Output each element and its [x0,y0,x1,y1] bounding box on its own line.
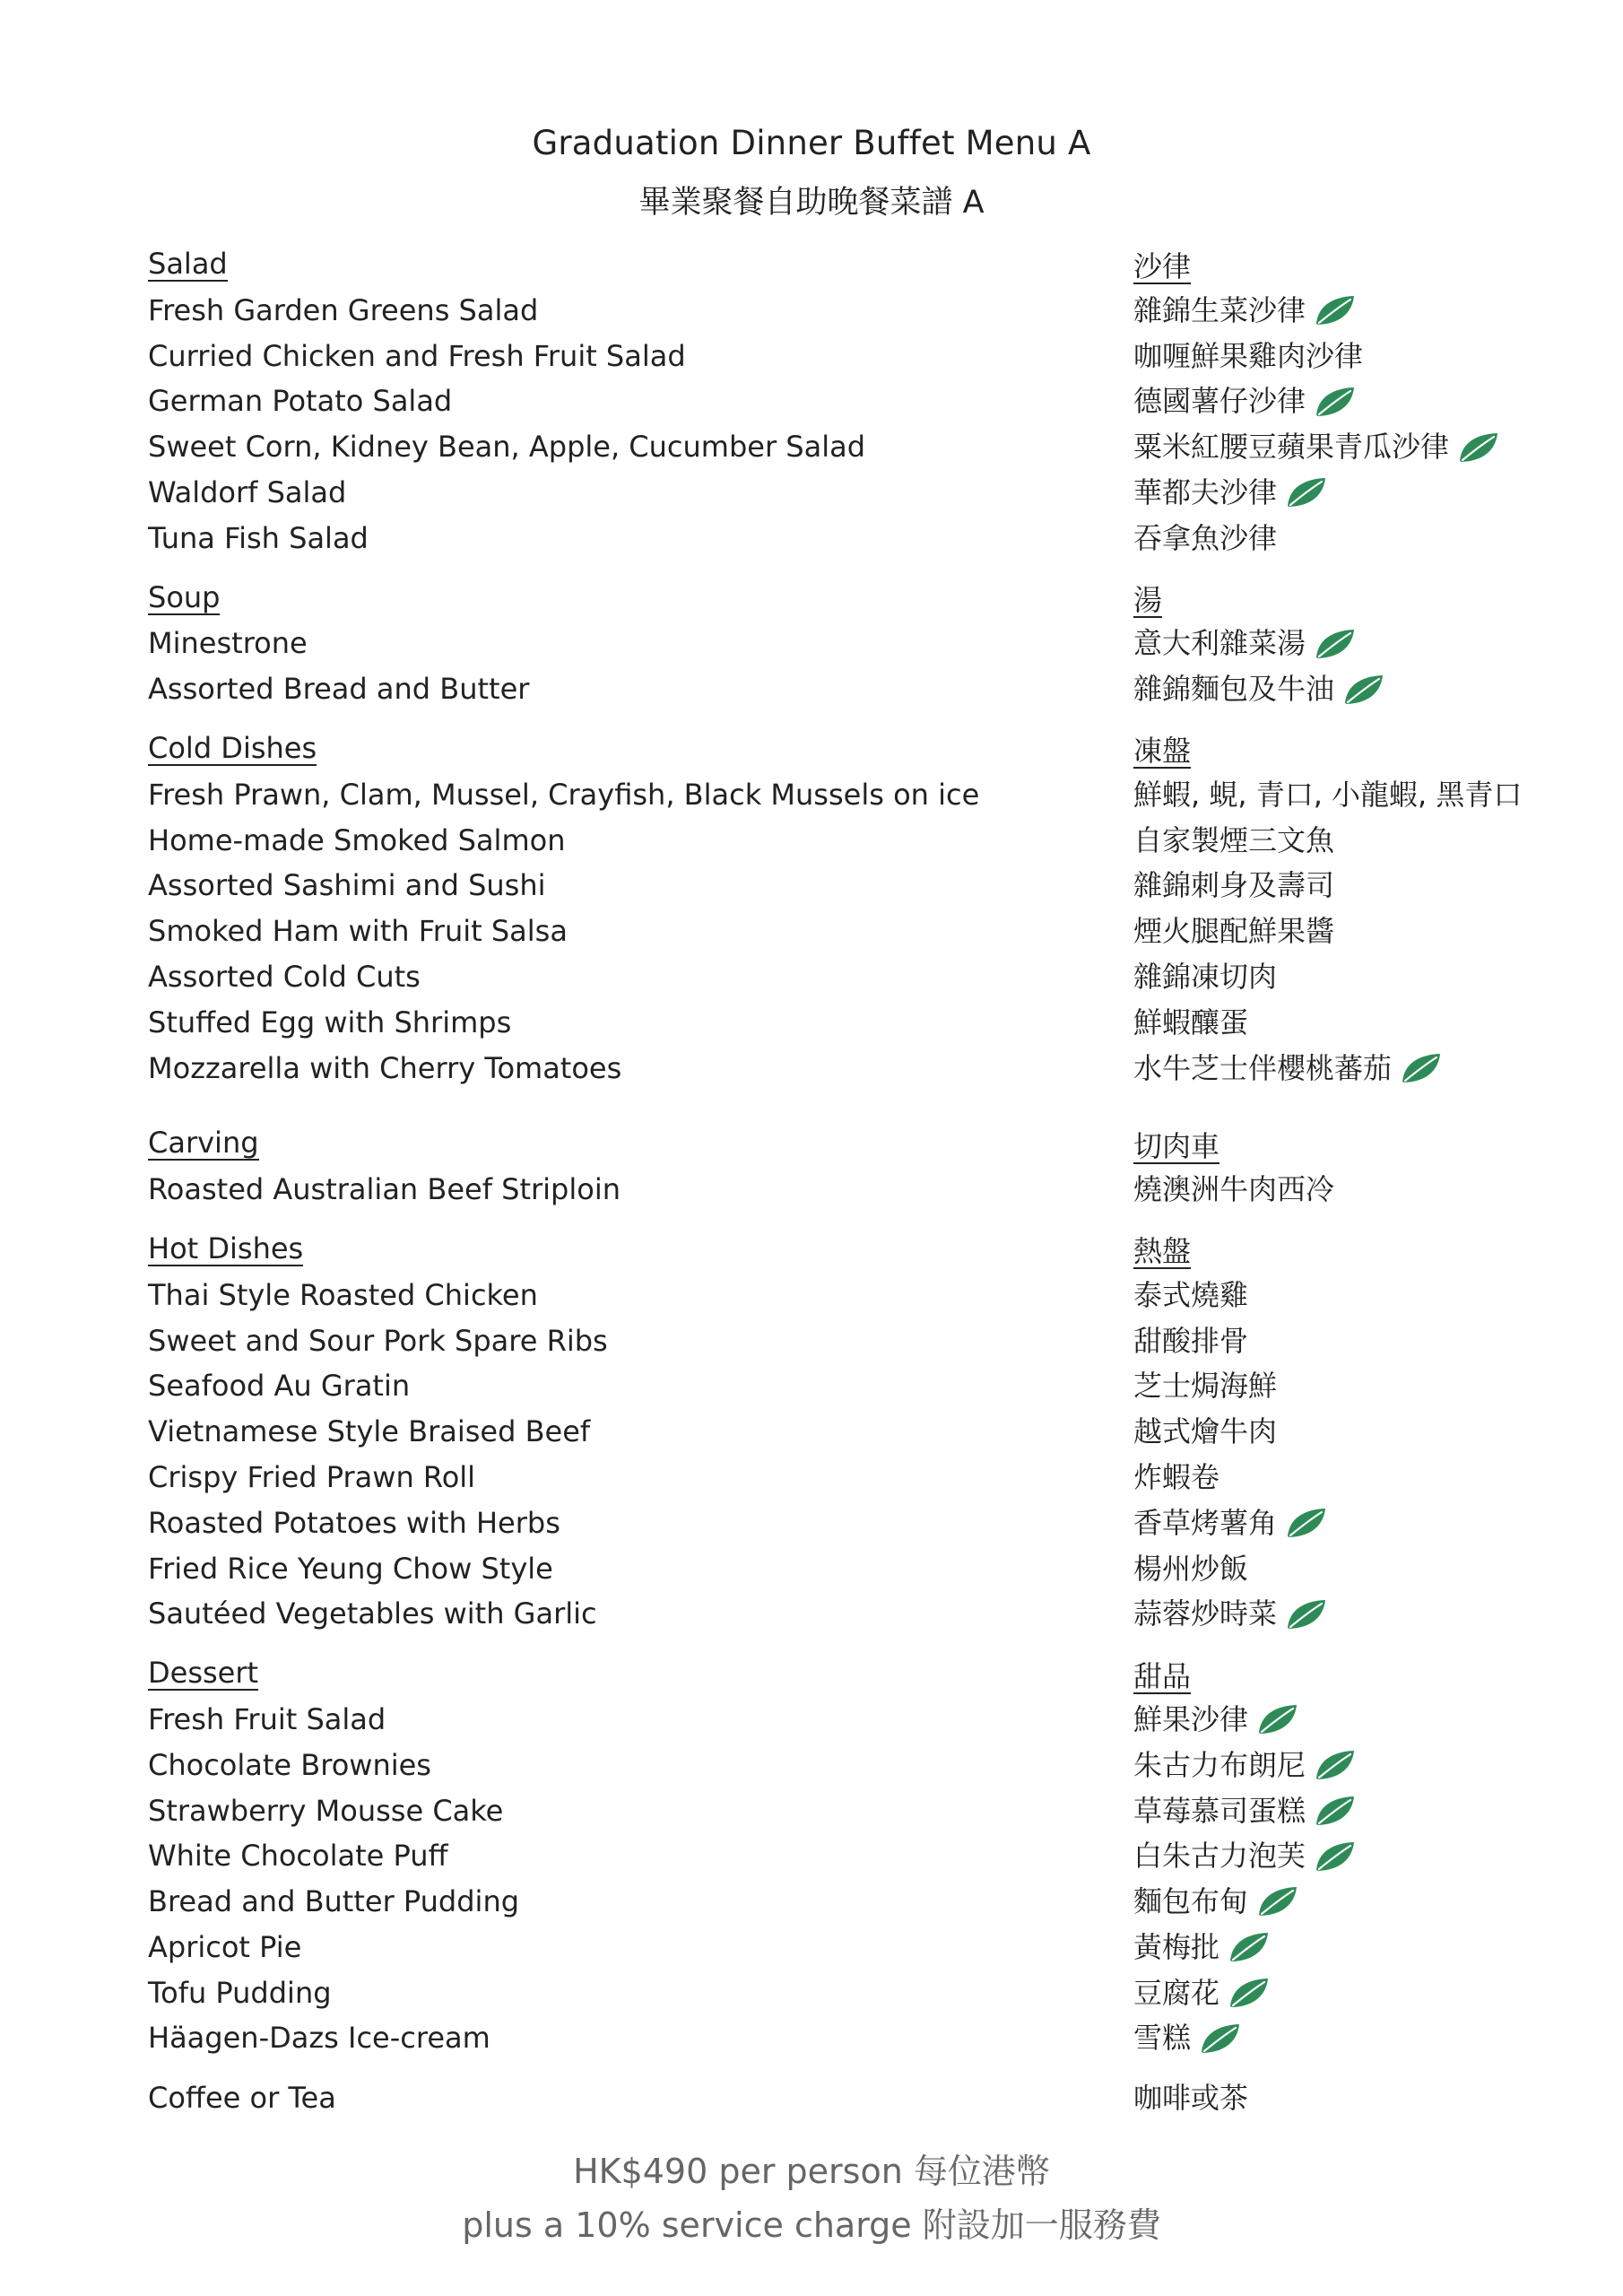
menu-item [148,1167,1493,1213]
menu-item [148,863,1493,909]
menu-item [148,2015,1493,2061]
menu-item [148,1833,1493,1879]
menu-item-en: Häagen-Dazs Ice-cream [148,2021,490,2056]
menu-title-zh: 畢業聚餐自助晚餐菜譜 A [638,185,985,221]
menu-item-en: Tofu Pudding [148,1975,332,2010]
menu-item [148,1925,1493,1970]
menu-item [148,1591,1493,1637]
menu-item-en: Tuna Fish Salad [148,520,369,555]
menu-item [148,621,1493,666]
menu-item-zh-cell [1133,621,1358,666]
menu-item-en: Sweet Corn, Kidney Bean, Apple, Cucumber Salad [148,430,866,465]
menu-item-zh: 咖啡或茶 [1133,2081,1249,2116]
menu-item-zh: 朱古力布朗尼 [1133,1747,1306,1782]
menu-item-zh: 草莓慕司蛋糕 [1133,1793,1306,1828]
menu-item-en: Thai Style Roasted Chicken [148,1277,538,1312]
section-heading-en: Hot Dishes [148,1231,304,1265]
section-heading-zh-text: 切肉車 [1133,1128,1220,1163]
menu-item [148,1879,1493,1925]
menu-item-zh-cell [1133,1970,1271,2016]
section-heading-zh [1133,1651,1191,1697]
vegetarian-leaf-icon [1313,293,1358,327]
menu-item-en: Fried Rice Yeung Chow Style [148,1551,553,1586]
menu-item-zh-cell [1133,288,1358,334]
menu-item-zh: 雜錦麵包及牛油 [1133,672,1335,707]
menu-item [148,909,1493,954]
section-heading-zh-text: 沙律 [1133,249,1192,284]
menu-item-zh: 煙火腿配鮮果醬 [1133,914,1335,949]
section-heading [148,726,1493,772]
menu-item-zh: 鮮果沙律 [1133,1701,1249,1736]
menu-item-en: Chocolate Brownies [148,1747,431,1782]
menu-item [148,1273,1493,1318]
menu-section [148,2075,1493,2121]
section-heading-zh-text: 凍盤 [1133,734,1192,769]
vegetarian-leaf-icon [1255,1702,1300,1736]
menu-item-zh: 自家製煙三文魚 [1133,822,1335,857]
menu-item-en: Bread and Butter Pudding [148,1884,520,1919]
menu-item-en: German Potato Salad [148,384,453,419]
menu-item [148,2075,1493,2121]
section-heading-zh-text: 甜品 [1133,1658,1192,1693]
menu-item [148,424,1493,470]
menu-item-zh: 意大利雜菜湯 [1133,626,1306,661]
menu-section [148,242,1493,561]
menu-item-zh: 白朱古力泡芙 [1133,1839,1306,1874]
menu-item [148,1455,1493,1500]
menu-item [148,1500,1493,1546]
menu-item-zh: 粟米紅腰豆蘋果青瓜沙律 [1133,430,1450,465]
menu-item-en: Fresh Fruit Salad [148,1701,386,1736]
menu-item-en: Sautéed Vegetables with Garlic [148,1596,597,1631]
section-heading [148,1227,1493,1273]
menu-item-zh-cell [1133,334,1363,379]
menu-item-zh: 雜錦生菜沙律 [1133,292,1306,327]
menu-title-en: Graduation Dinner Buffet Menu A [532,124,1091,162]
menu-item-zh-cell [1133,818,1334,864]
menu-item [148,1788,1493,1834]
menu-item-zh-cell [1133,1697,1300,1743]
menu-item-zh-cell [1133,1546,1248,1592]
vegetarian-leaf-icon [1313,1839,1358,1874]
section-heading-en: Cold Dishes [148,730,317,765]
menu-item-en: Assorted Cold Cuts [148,959,421,994]
menu-item-zh-cell [1133,909,1334,954]
menu-item-en: Assorted Sashimi and Sushi [148,868,546,903]
section-heading [148,242,1493,288]
menu-item-en: Minestrone [148,626,308,661]
menu-item-en: Coffee or Tea [148,2081,336,2116]
menu-item-zh: 鮮蝦, 蜆, 青口, 小龍蝦, 黑青口 [1133,777,1523,812]
menu-item-en: Waldorf Salad [148,474,347,509]
menu-item-zh-cell [1133,516,1277,561]
vegetarian-leaf-icon [1255,1884,1300,1918]
menu-item [148,666,1493,712]
menu-item [148,1697,1493,1743]
menu-item-en: White Chocolate Puff [148,1839,448,1874]
menu-item-zh: 越式燴牛肉 [1133,1414,1278,1449]
section-heading-zh [1133,1227,1191,1273]
section-heading-zh [1133,726,1191,772]
menu-item-zh: 香草烤薯角 [1133,1505,1278,1540]
menu-item [148,1046,1493,1091]
menu-item-zh-cell [1133,1500,1329,1546]
menu-item-zh-cell [1133,863,1334,909]
vegetarian-leaf-icon [1313,1794,1358,1828]
vegetarian-leaf-icon [1227,1976,1271,2010]
vegetarian-leaf-icon [1198,2022,1243,2056]
menu-item-en: Curried Chicken and Fresh Fruit Salad [148,338,686,373]
menu-item-en: Home-made Smoked Salmon [148,822,566,857]
menu-item [148,1546,1493,1592]
menu-item-zh-cell [1133,1273,1248,1318]
menu-item-en: Apricot Pie [148,1929,302,1964]
vegetarian-leaf-icon [1284,475,1329,509]
section-heading-en: Dessert [148,1656,259,1691]
vegetarian-leaf-icon [1399,1051,1444,1085]
menu-item-zh-cell [1133,1409,1277,1455]
menu-item-zh-cell [1133,1318,1248,1364]
menu-item-zh-cell [1133,424,1501,470]
menu-item-zh: 雜錦刺身及壽司 [1133,868,1335,903]
menu-section [148,726,1523,1091]
menu-item [148,1970,1493,2016]
menu-item [148,772,1523,818]
menu-item-zh: 雪糕 [1133,2021,1192,2056]
menu-item-zh-cell [1133,1743,1358,1788]
menu-item-en: Seafood Au Gratin [148,1369,411,1404]
section-heading-zh [1133,242,1191,288]
section-heading-en: Carving [148,1126,259,1161]
menu-item-zh: 豆腐花 [1133,1975,1220,2010]
section-heading [148,1651,1493,1697]
menu-item-en: Fresh Garden Greens Salad [148,292,539,327]
menu-item [148,288,1493,334]
menu-item-zh: 鮮蝦釀蛋 [1133,1004,1249,1039]
menu-section [148,1121,1493,1213]
menu-item [148,1318,1493,1364]
menu-item-zh: 楊州炒飯 [1133,1551,1249,1586]
menu-item-zh: 雜錦凍切肉 [1133,959,1278,994]
menu-item-zh-cell [1133,470,1329,516]
menu-item-zh-cell [1133,954,1277,1000]
menu-item [148,818,1493,864]
menu-item-zh-cell [1133,378,1358,424]
section-heading-zh-text: 熱盤 [1133,1234,1192,1269]
menu-item-zh: 麵包布甸 [1133,1884,1249,1919]
vegetarian-leaf-icon [1227,1930,1271,1964]
menu-item-zh-cell [1133,666,1386,712]
menu-item-zh-cell [1133,1000,1248,1046]
vegetarian-leaf-icon [1313,1748,1358,1782]
menu-item-zh-cell [1133,1591,1329,1637]
section-heading [148,576,1493,622]
menu-item-zh-cell [1133,1879,1300,1925]
menu-item-zh: 水牛芝士伴櫻桃蕃茄 [1133,1050,1393,1085]
vegetarian-leaf-icon [1284,1597,1329,1631]
menu-item-zh: 華都夫沙律 [1133,474,1278,509]
vegetarian-leaf-icon [1313,627,1358,661]
menu-item-zh: 黃梅批 [1133,1929,1220,1964]
menu-item-en: Assorted Bread and Butter [148,672,530,707]
vegetarian-leaf-icon [1456,430,1501,465]
menu-item-zh-cell [1133,2075,1248,2121]
menu-item-zh: 炸蝦卷 [1133,1459,1220,1494]
service-charge-line: plus a 10% service charge 附設加一服務費 [462,2205,1161,2245]
vegetarian-leaf-icon [1313,385,1358,419]
menu-item-en: Crispy Fried Prawn Roll [148,1459,476,1494]
menu-section [148,576,1493,712]
menu-item [148,516,1493,561]
menu-item [148,954,1493,1000]
menu-section [148,1227,1493,1637]
vegetarian-leaf-icon [1341,673,1386,707]
menu-item-zh: 泰式燒雞 [1133,1277,1249,1312]
menu-item [148,334,1493,379]
menu-item [148,1000,1493,1046]
menu-item-en: Mozzarella with Cherry Tomatoes [148,1050,622,1085]
menu-item [148,378,1493,424]
menu-item-en: Roasted Australian Beef Striploin [148,1172,621,1207]
menu-item-zh-cell [1133,772,1522,818]
price-line: HK$490 per person 每位港幣 [573,2152,1050,2191]
section-heading [148,1121,1493,1167]
menu-item-zh: 燒澳洲牛肉西冷 [1133,1172,1335,1207]
menu-item [148,1743,1493,1788]
menu-item-zh-cell [1133,1833,1358,1879]
menu-body [148,242,1523,2121]
menu-item-zh-cell [1133,2015,1243,2061]
menu-item-en: Smoked Ham with Fruit Salsa [148,914,568,949]
menu-item-zh: 咖喱鮮果雞肉沙律 [1133,338,1364,373]
menu-item-en: Strawberry Mousse Cake [148,1793,504,1828]
menu-item-en: Stuffed Egg with Shrimps [148,1004,512,1039]
menu-item-en: Vietnamese Style Braised Beef [148,1414,591,1449]
menu-item-zh: 德國薯仔沙律 [1133,384,1306,419]
menu-item-zh-cell [1133,1925,1271,1970]
menu-item [148,1409,1493,1455]
menu-item-zh: 蒜蓉炒時菜 [1133,1596,1278,1631]
menu-item-zh: 甜酸排骨 [1133,1323,1249,1358]
menu-item-zh: 吞拿魚沙律 [1133,520,1278,555]
menu-item-en: Fresh Prawn, Clam, Mussel, Crayfish, Black Mussels on ice [148,777,980,812]
vegetarian-leaf-icon [1284,1506,1329,1540]
menu-item-en: Roasted Potatoes with Herbs [148,1505,560,1540]
menu-item-zh: 芝士焗海鮮 [1133,1369,1278,1404]
menu-item-zh-cell [1133,1167,1334,1213]
menu-section [148,1651,1493,2061]
section-heading-zh [1133,576,1162,622]
menu-item [148,1363,1493,1409]
menu-item-zh-cell [1133,1363,1277,1409]
section-heading-zh-text: 湯 [1133,582,1163,617]
menu-item-zh-cell [1133,1046,1444,1091]
section-heading-en: Salad [148,247,228,281]
menu-item-zh-cell [1133,1788,1358,1834]
menu-item-en: Sweet and Sour Pork Spare Ribs [148,1323,608,1358]
menu-item-zh-cell [1133,1455,1219,1500]
menu-item [148,470,1493,516]
section-heading-en: Soup [148,579,221,614]
section-heading-zh [1133,1121,1219,1167]
